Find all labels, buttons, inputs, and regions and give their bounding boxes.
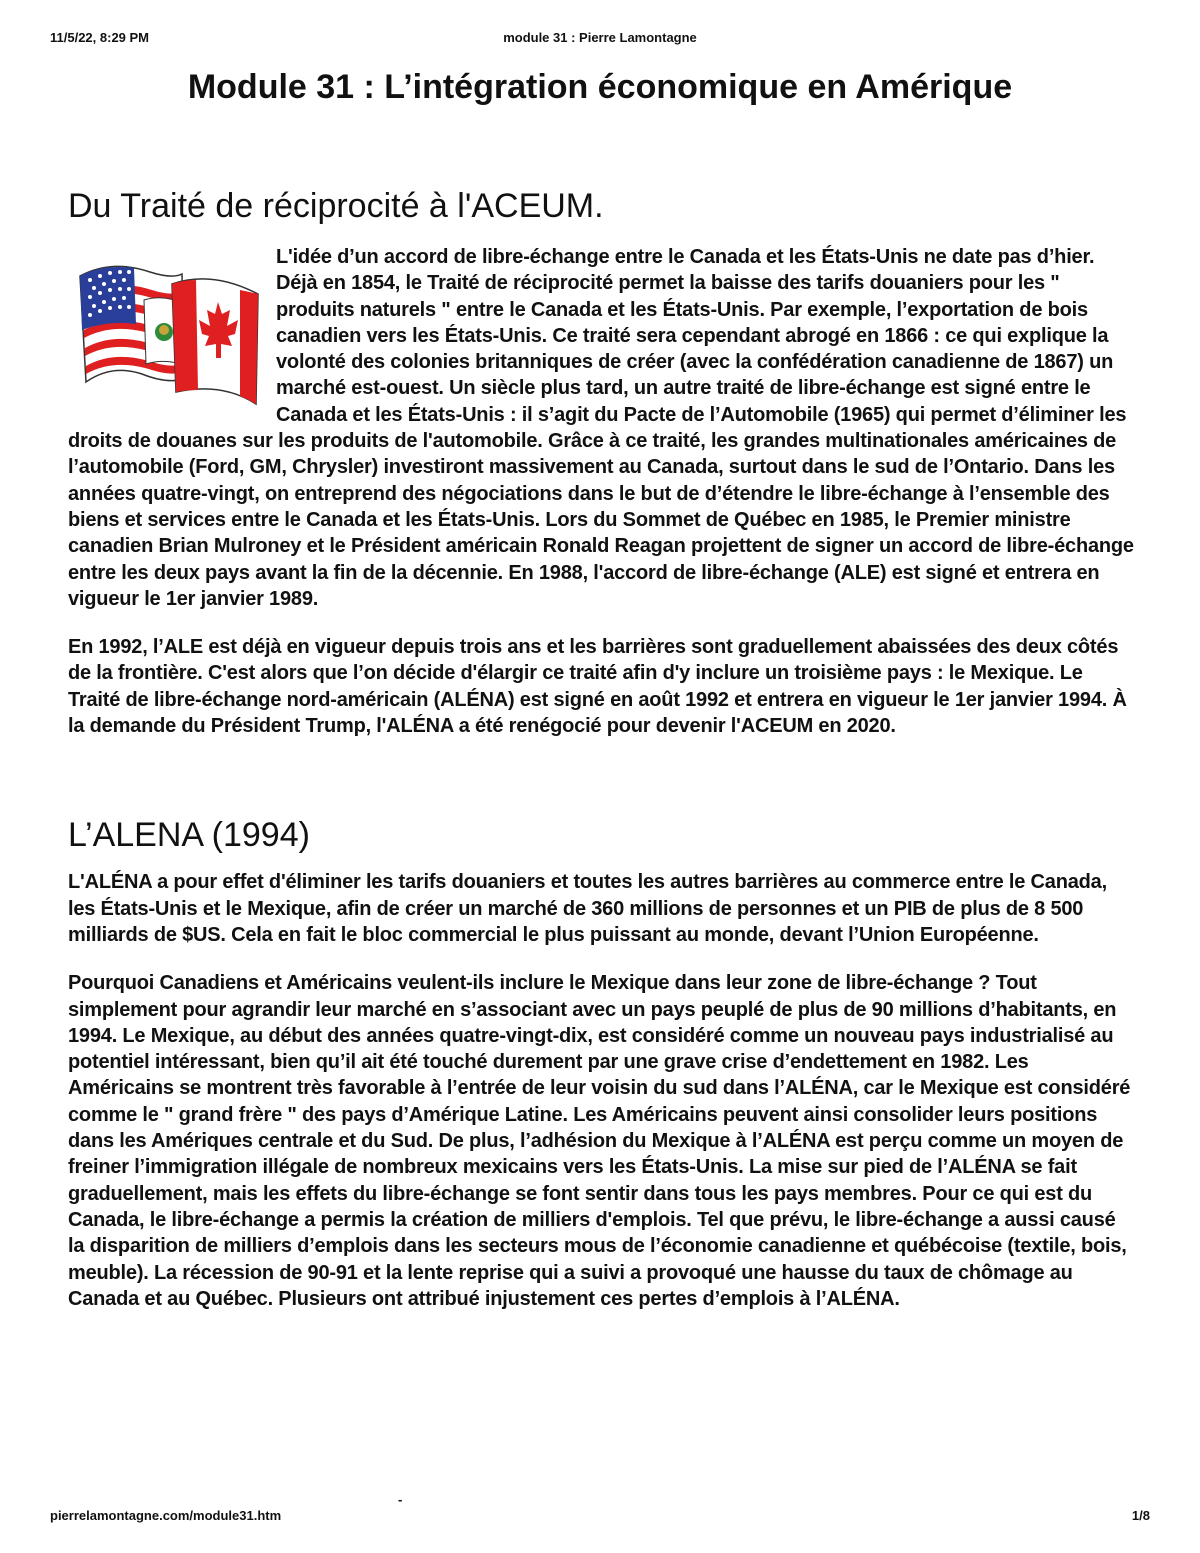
- paragraph-ale-alena: En 1992, l’ALE est déjà en vigueur depuis trois ans et les barrières sont graduellement abaissées des deux côtés de la frontière. C'est alors que l’on décide d'élargir ce traité afin d'y inclure un troisième pays : le Mexique. Le Traité de libre-échange nord-américain (ALÉNA) est signé en août 1992 et entrera en vigueur le 1er janvier 1994. À la demande du Président Trump, l'ALÉNA a été renégocié pour devenir l'ACEUM en 2020.: [68, 636, 1127, 738]
- paragraph-reciprocite-text-b: permet la baisse des tarifs douaniers pour les " produits naturels " entre le Canada et les États-Unis. Par exemple, l’exportation de bois canadien vers les États-Unis. Ce traité sera cependant abrogé en 1866 : ce qui explique la volonté des colonies britanniques de créer (avec la confédération canadienne de 1867) un marché est-ouest. Un siècle plus tard, un autre traité de libre-échange est signé entre le Canada et les États-Unis : il s’agit du Pacte de l’Automobile (1965) qui permet d’éliminer les droits de douanes sur les produits de l'automobile. Grâce à ce traité, les grandes multinationales américaines de l’automobile (Ford, GM, Chrysler) investiront massivement au Canada, surtout dans le sud de l’Ontario. Dans les années quatre-vingt, on entreprend des négociations dans le but de d’étendre le libre-échange à l’ensemble des biens et services entre le Canada et les États-Unis. Lors du Sommet de Québec en 1985, le Premier ministre canadien Brian Mulroney et le Président américain Ronald Reagan projettent de signer un accord de libre-échange entre les deux pays avant la fin de la décennie. En 1988, l'accord de libre-échange (ALE) est signé et entrera en vigueur le 1er janvier 1989.: [68, 272, 1134, 610]
- section-heading-alena: L’ALENA (1994): [68, 816, 310, 855]
- main-content: [68, 180, 1134, 1312]
- paragraph-alena-mexique: Pourquoi Canadiens et Américains veulent-ils inclure le Mexique dans leur zone de libre-échange ? Tout simplement pour agrandir leur marché en s’associant avec un pays peuplé de plus de 90 millions d’habitants, en 1994. Le Mexique, au début des années quatre-vingt-dix, est considéré comme un nouveau pays industrialisé au potentiel intéressant, bien qu’il ait été touché durement par une grave crise d’endettement en 1982. Les Américains se montrent très favorable à l’entrée de leur voisin du sud dans l’ALÉNA, car le Mexique est considéré comme le " grand frère " des pays d’Amérique Latine. Les Américains peuvent ainsi consolider leurs positions dans les Amériques centrale et du Sud. De plus, l’adhésion du Mexique à l’ALÉNA est perçu comme un moyen de freiner l’immigration illégale de nombreux mexicains vers les États-Unis. La mise sur pied de l’ALÉNA se fait graduellement, mais les effets du libre-échange se font sentir dans tous les pays membres. Pour ce qui est du Canada, le libre-échange a permis la création de milliers d'emplois. Tel que prévu, le libre-échange a aussi causé la disparition de milliers d’emplois dans les secteurs mous de l’économie canadienne et québécoise (textile, bois, meuble). La récession de 90-91 et la lente reprise qui a suivi a provoqué une hausse du taux de chômage au Canada et au Québec. Plusieurs ont attribué injustement ces pertes d’emplois à l’ALÉNA.: [68, 972, 1131, 1310]
- paragraph-alena-effets: L'ALÉNA a pour effet d'éliminer les tarifs douaniers et toutes les autres barrières au commerce entre le Canada, les États-Unis et le Mexique, afin de créer un marché de 360 millions de personnes et un PIB de plus de 8 500 milliards de $US. Cela en fait le bloc commercial le plus puissant au monde, devant l’Union Européenne.: [68, 871, 1107, 946]
- page-title: Module 31 : L’intégration économique en Amérique: [187, 68, 1013, 106]
- flag-image: [72, 254, 262, 409]
- paragraph-reciprocite-text-a: L'idée d’un accord de libre-échange entre le Canada et les États-Unis ne date pas d’hier. Déjà en 1854, le: [276, 246, 1095, 295]
- print-header: [50, 30, 1150, 50]
- traite-reciprocite-term: Traité de réciprocité: [427, 272, 614, 295]
- merged-flags-usa-mexico-canada-icon: [72, 254, 262, 409]
- print-page-number: 1/8: [1131, 1508, 1150, 1523]
- print-doc-title: module 31 : Pierre Lamontagne: [503, 30, 697, 45]
- print-footer: [50, 1492, 1150, 1528]
- canada-flag-part: [172, 279, 258, 404]
- print-datetime: 11/5/22, 8:29 PM: [50, 30, 150, 45]
- footer-mark: -: [398, 1492, 403, 1507]
- section-heading-reciprocite: Du Traité de réciprocité à l'ACEUM.: [68, 187, 604, 225]
- print-url: pierrelamontagne.com/module31.htm: [50, 1508, 282, 1523]
